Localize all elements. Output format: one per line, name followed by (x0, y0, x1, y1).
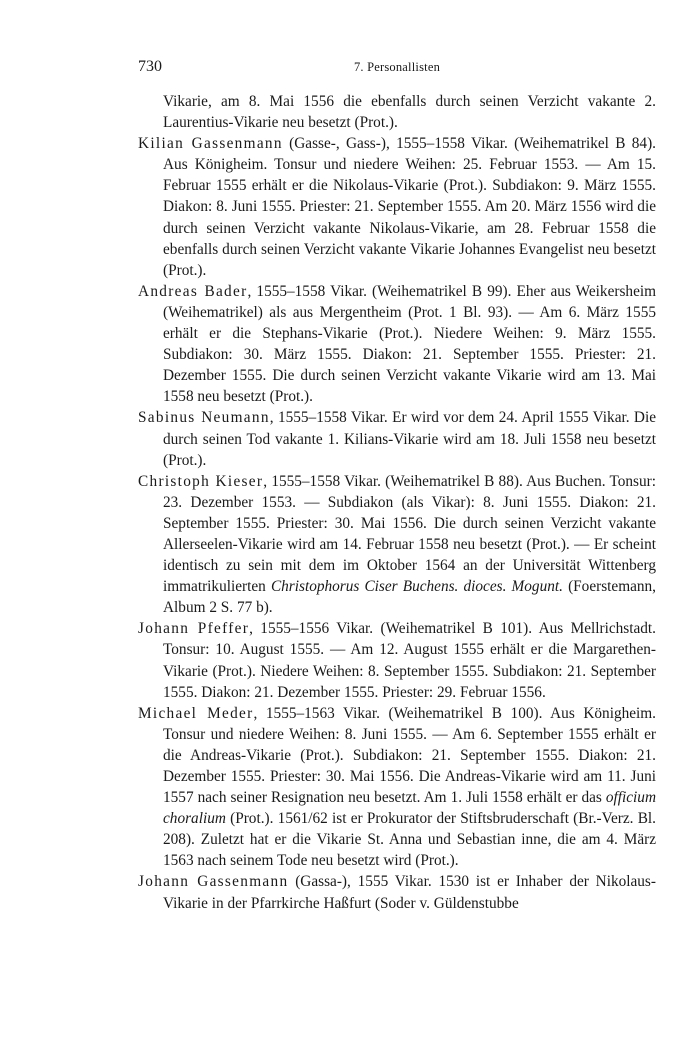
entry-text: , 1555–1558 Vikar. (Weihematrikel B 99). Eher aus Weikersheim (Weihematrikel) als aus Mergentheim (Prot. 1 Bl. 93). — Am 6. März 1555 erhält er die Stephans-Vikarie (Prot.). Niedere Weihen: 9. März 1555. Subdiakon: 30. März 1555. Diakon: 21. September 1555. Priester: 21. Dezember 1555. Die durch seinen Verzicht vakante Vikarie wird am 13. Mai 1558 neu besetzt (Prot.). (163, 282, 657, 406)
entry-name: Christoph Kieser (138, 472, 264, 490)
entry-italic-citation: Christophorus Ciser Buchens. dioces. Mogunt. (270, 578, 563, 596)
entry-text: , 1555–1558 Vikar. Er wird vor dem 24. April 1555 Vikar. Die durch seinen Tod vakante 1. Kilians-Vikarie wird am 18. Juli 1558 neu besetzt (Prot.). (163, 409, 657, 469)
entry-text: (Gassa-), 1555 Vikar. 1530 ist er Inhaber der Nikolaus-Vikarie in der Pfarrkirche Haßfurt (Soder v. Güldenstubbe (163, 873, 656, 912)
page-header (138, 58, 656, 82)
entry-text: Vikarie, am 8. Mai 1556 die ebenfalls durch seinen Verzicht vakante 2. Laurentius-Vikarie neu besetzt (Prot.). (163, 93, 656, 132)
entry-text-tail: (Foerstemann, Album 2 S. 77 b). (163, 578, 657, 617)
entry-name: Johann Gassenmann (138, 873, 289, 891)
entry-name: Michael Meder (138, 704, 254, 722)
entry-andreas-bader (138, 281, 656, 408)
entry-johann-pfeffer (138, 618, 656, 702)
entry-sabinus-neumann (138, 407, 656, 470)
entry-michael-meder (138, 703, 656, 872)
entry-name: Andreas Bader (138, 282, 248, 300)
entry-kilian-gassenmann (138, 133, 656, 281)
page-number: 730 (138, 58, 162, 75)
entry-name: Johann Pfeffer (138, 620, 250, 638)
entry-text: (Gasse-, Gass-), 1555–1558 Vikar. (Weihematrikel B 84). Aus Königheim. Tonsur und niedere Weihen: 25. Februar 1553. — Am 15. Februar 1555 erhält er die Nikolaus-Vikarie (Prot.). Subdiakon: 9. März 1555. Diakon: 8. Juni 1555. Priester: 21. September 1555. Am 20. März 1556 wird die durch seinen Verzicht vakante Nikolaus-Vikarie, am 28. Februar 1558 die ebenfalls durch seinen Verzicht vakante Vikarie Johannes Evangelist neu besetzt (Prot.). (163, 135, 656, 279)
entry-text: , 1555–1563 Vikar. (Weihematrikel B 100). Aus Königheim. Tonsur und niedere Weihen: 8. Juni 1555. — Am 6. September 1555 erhält er die Andreas-Vikarie (Prot.). Subdiakon: 21. September 1555. Diakon: 21. Dezember 1555. Priester: 30. Mai 1556. Die Andreas-Vikarie wird am 11. Juni 1557 nach seiner Resignation neu besetzt. Am 1. Juli 1558 erhält er das (163, 704, 657, 807)
running-title: 7. Personallisten (353, 60, 441, 74)
entry-text-tail: (Prot.). 1561/62 ist er Prokurator der Stiftsbruderschaft (Br.-Verz. Bl. 208). Zuletzt hat er die Vikarie St. Anna und Sebastian inne, die am 4. März 1563 nach seinem Tode neu besetzt wird (Prot.). (163, 810, 656, 870)
entry-text: , 1555–1558 Vikar. (Weihematrikel B 88). Aus Buchen. Tonsur: 23. Dezember 1553. — Subdiakon (als Vikar): 8. Juni 1555. Diakon: 21. September 1555. Priester: 30. Mai 1556. Die durch seinen Verzicht vakante Allerseelen-Vikarie wird am 14. Februar 1558 neu besetzt (Prot.). — Er scheint identisch zu sein mit dem im Oktober 1564 an der Universität Wittenberg immatrikulierten (163, 472, 657, 596)
entry-name: Sabinus Neumann (138, 409, 270, 427)
body-text (138, 91, 656, 914)
entry-italic-term: officium choralium (163, 789, 656, 828)
entry-text: , 1555–1556 Vikar. (Weihematrikel B 101). Aus Mellrichstadt. Tonsur: 10. August 1555. — Am 12. August 1555 erhält er die Margarethen-Vikarie (Prot.). Niedere Weihen: 8. September 1555. Subdiakon: 21. September 1555. Diakon: 21. Dezember 1555. Priester: 29. Februar 1556. (163, 620, 657, 701)
entry-continuation (138, 91, 656, 133)
entry-name: Kilian Gassenmann (138, 135, 283, 153)
entry-christoph-kieser (138, 471, 656, 619)
entry-johann-gassenmann (138, 871, 656, 913)
